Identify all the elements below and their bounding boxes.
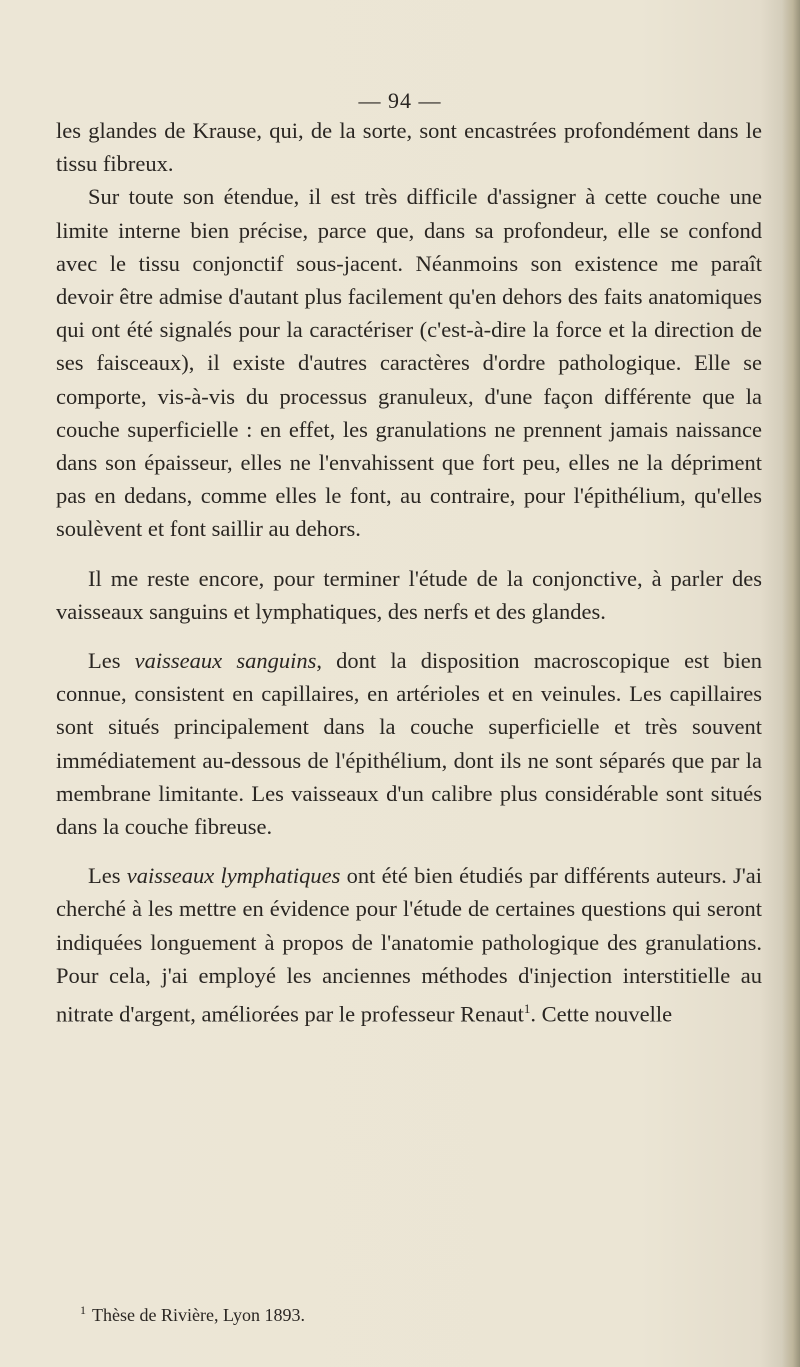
paragraph-5-tail: . Cette nouvelle xyxy=(530,1001,673,1027)
paragraph-4-lead: Les xyxy=(88,648,135,674)
paragraph-3: Il me reste encore, pour terminer l'étude de la conjonctive, à parler des vaisseaux sanguins et lymphatiques, des nerfs et des glandes. xyxy=(56,565,762,624)
term-vaisseaux-lymphatiques: vaisseaux lymphatiques xyxy=(126,863,341,889)
paragraph-1: les glandes de Krause, qui, de la sorte, sont encastrées profondément dans le tissu fibreux. xyxy=(56,118,762,177)
footnote-marker: 1 xyxy=(80,1303,86,1317)
body-text xyxy=(56,114,762,1031)
paragraph-5-lead: Les xyxy=(88,863,127,889)
page-number: — 94 — xyxy=(358,88,442,113)
paragraph-4 xyxy=(56,644,762,843)
footnote-reference: 1 xyxy=(523,1001,531,1017)
footnote-text: Thèse de Rivière, Lyon 1893. xyxy=(92,1305,305,1325)
footnote xyxy=(80,1303,305,1326)
page-edge-shadow xyxy=(782,0,800,1367)
term-vaisseaux-sanguins: vaisseaux sanguins xyxy=(134,648,317,674)
paragraph-5-rest: ont été bien étudiés par différents auteurs. J'ai cherché à les mettre en évidence pour l'étude de certaines questions qui seront indiquées longuement à propos de l'anatomie pathologique des granulations. Pour cela, j'ai employé les anciennes méthodes d'injection interstitielle au nitrate d'argent, améliorées par le professeur Renaut xyxy=(56,863,762,1027)
paragraph-5 xyxy=(56,859,762,1031)
paragraph-4-rest: , dont la disposition macroscopique est bien connue, consistent en capillaires, en artérioles et en veinules. Les capillaires sont situés principalement dans la couche superficielle et très souvent immédiatement au-dessous de l'épithélium, dont ils ne sont séparés que par la membrane limitante. Les vaisseaux d'un calibre plus considérable sont situés dans la couche fibreuse. xyxy=(56,648,762,840)
paragraph-2: Sur toute son étendue, il est très difficile d'assigner à cette couche une limite interne bien précise, parce que, dans sa profondeur, elle se confond avec le tissu conjonctif sous-jacent. Néanmoins son existence me paraît devoir être admise d'autant plus facilement qu'en dehors des faits anatomiques qui ont été signalés pour la caractériser (c'est-à-dire la force et la direction de ses faisceaux), il existe d'autres caractères d'ordre pathologique. Elle se comporte, vis-à-vis du processus granuleux, d'une façon différente que la couche superficielle : en effet, les granulations ne prennent jamais naissance dans son épaisseur, elles ne l'envahissent que fort peu, elles ne la dépriment pas en dedans, comme elles le font, au contraire, pour l'épithélium, qu'elles soulèvent et font saillir au dehors. xyxy=(56,184,762,542)
